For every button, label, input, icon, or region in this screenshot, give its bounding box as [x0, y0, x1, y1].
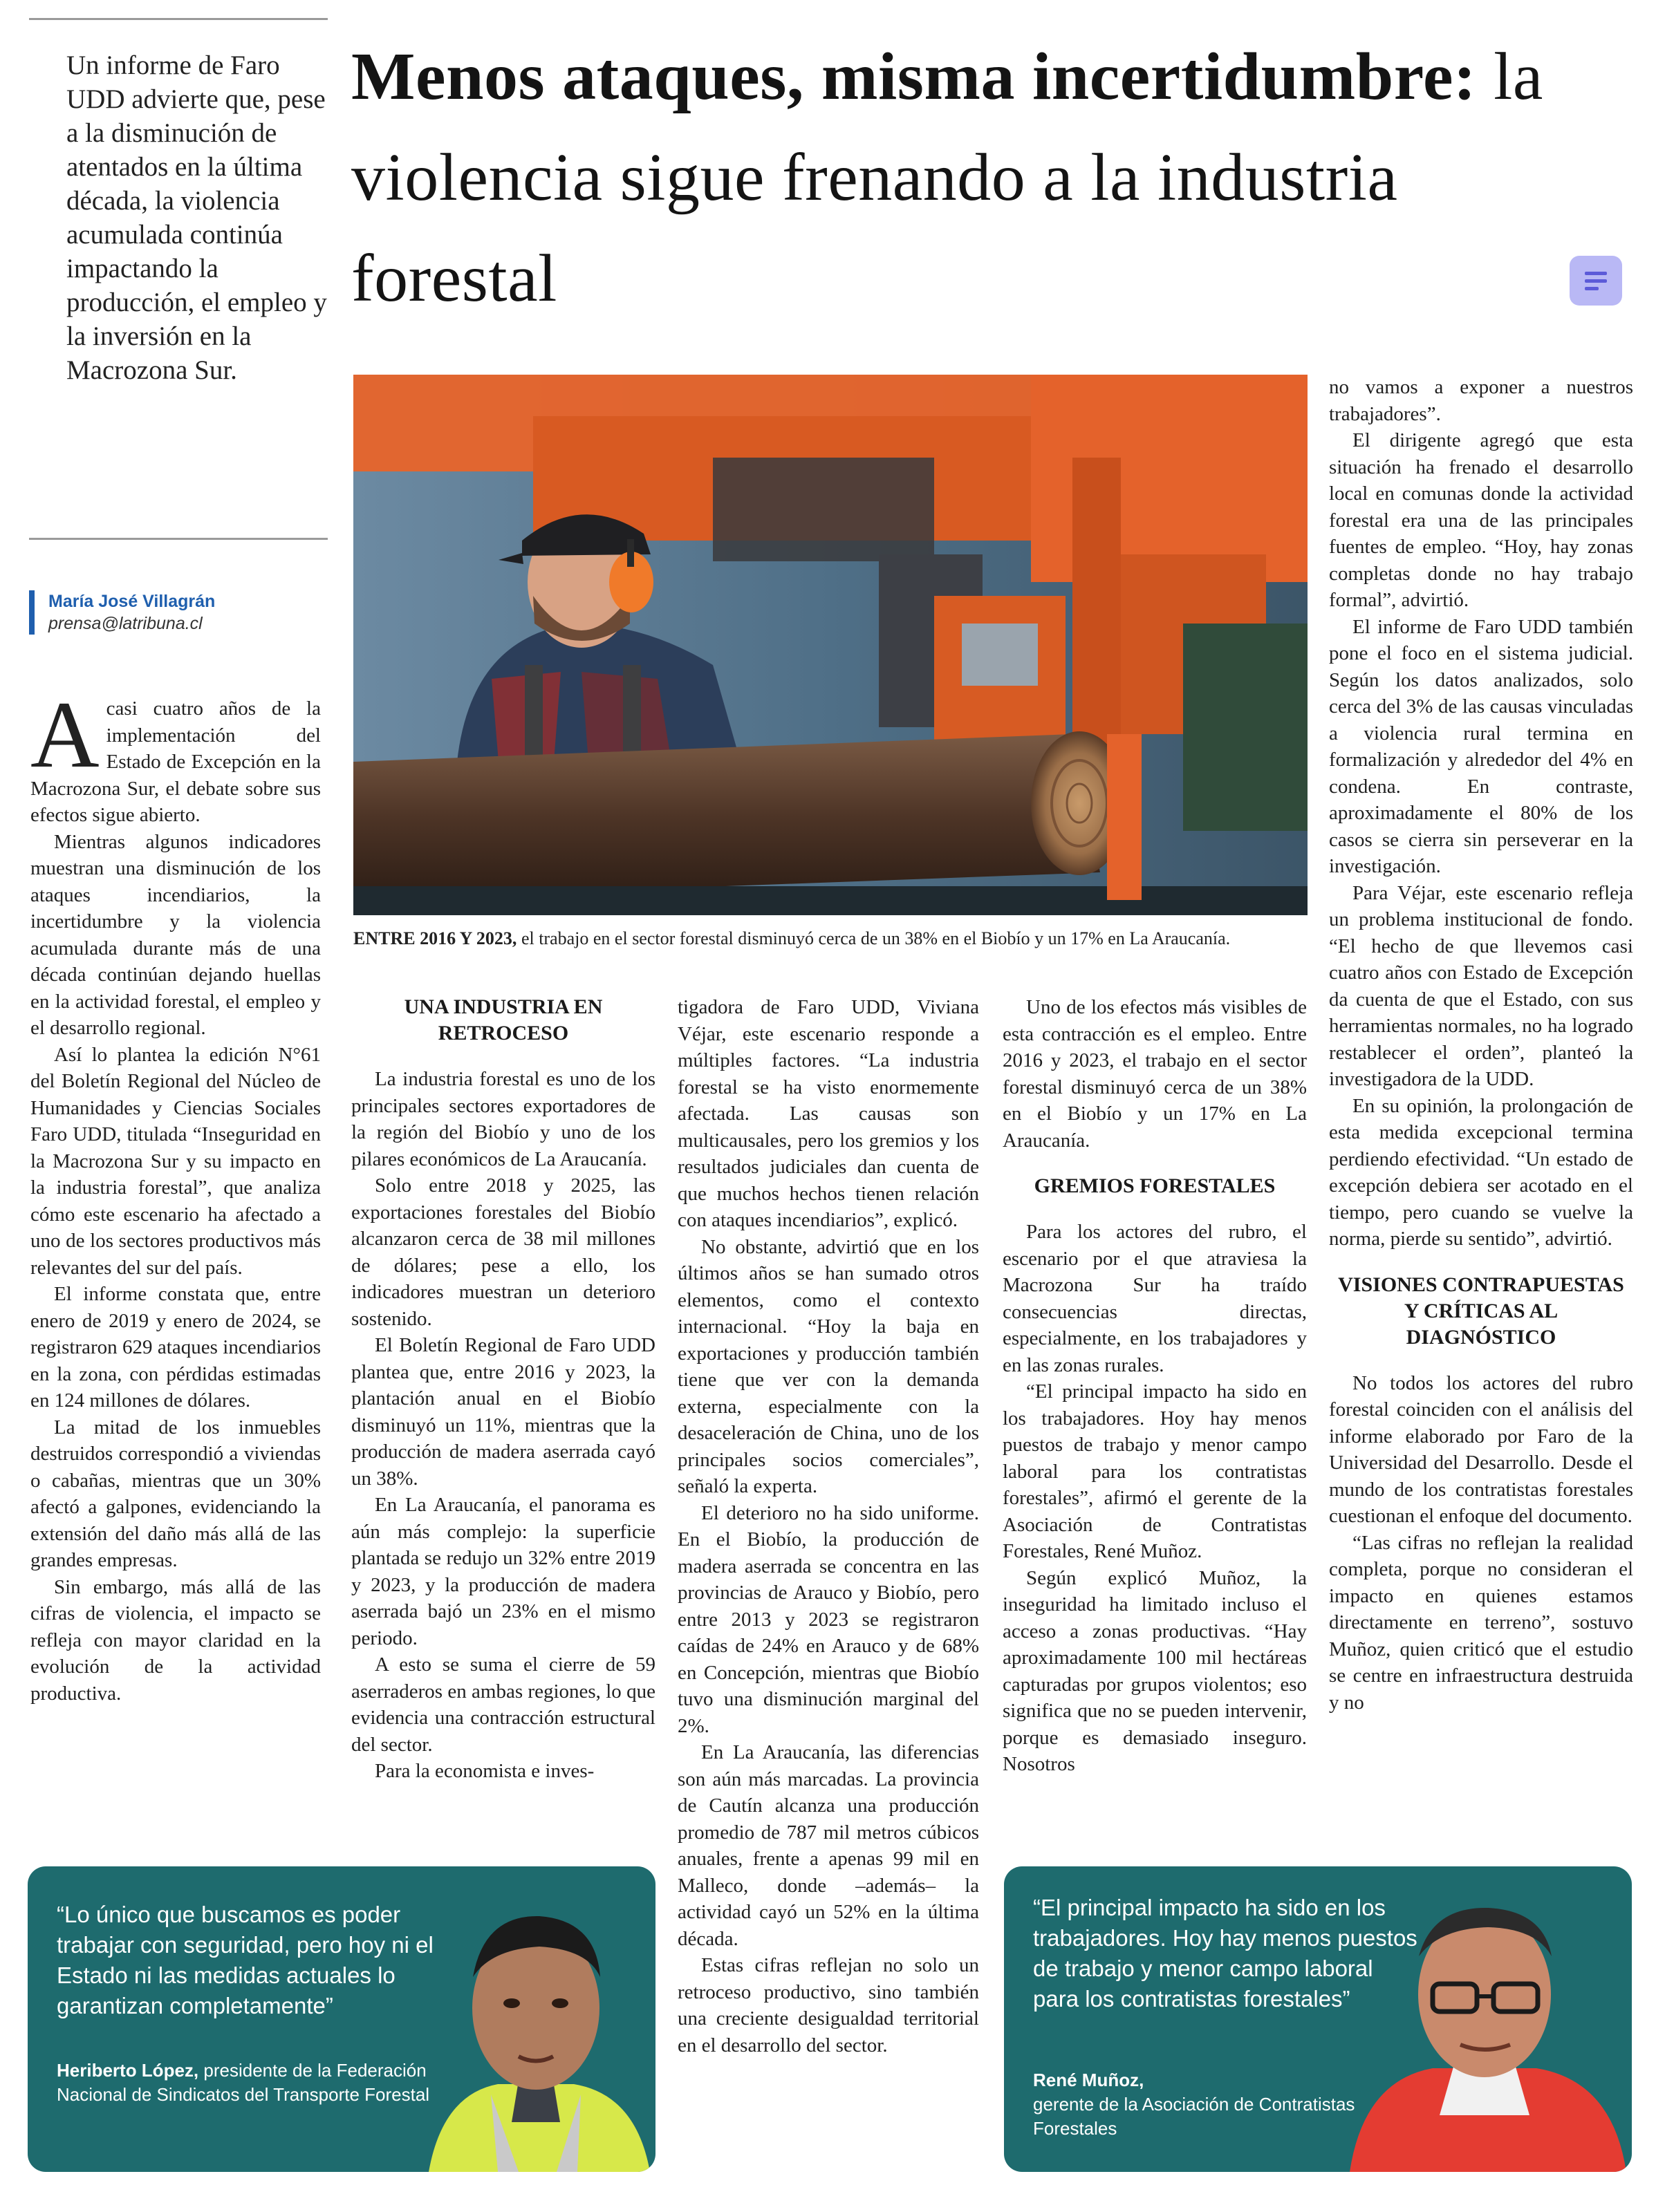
article-paragraph: Para la economista e inves-: [375, 1760, 595, 1782]
article-paragraph: La industria forestal es uno de los principales sectores exportadores de la región del Biobío y uno de los pilares económicos de La Araucanía.: [351, 1068, 655, 1170]
article-paragraph: [30, 682, 321, 829]
article-paragraph: No todos los actores del rubro forestal coinciden con el análisis del informe elaborado por Faro de la Universidad del Desarrollo. Desde el mundo de los contratistas forestales cuestionan el enfoque del documento.: [1329, 1371, 1633, 1527]
caption-text: el trabajo en el sector forestal disminuyó cerca de un 38% en el Biobío y un 17% en La Araucanía.: [521, 928, 1231, 948]
article-paragraph: Solo entre 2018 y 2025, las exportaciones forestales del Biobío alcanzaron cerca de 38 mil millones de dólares; pese a ello, los indicadores muestran un deterioro sostenido.: [351, 1174, 655, 1330]
headline-bold: Menos ataques, misma incertidumbre:: [351, 39, 1477, 114]
caption-lead: ENTRE 2016 Y 2023,: [353, 928, 517, 948]
forestry-worker-illustration: [353, 375, 1308, 915]
quote-attribution: [57, 2059, 444, 2107]
portrait-heriberto-lopez: [415, 1887, 655, 2172]
article-paragraph: Uno de los efectos más visibles de esta contracción es el empleo. Entre 2016 y 2023, el trabajo en el sector forestal disminuyó cerca de un 38% en el Biobío y un 17% en La Araucanía.: [1003, 996, 1307, 1152]
column-4: [1003, 994, 1307, 1778]
note-icon[interactable]: [1570, 256, 1622, 306]
quote-person-name: René Muñoz,: [1033, 2070, 1144, 2090]
headline-rest: la violencia sigue frenando a la industria forestal: [351, 39, 1543, 316]
photo-caption: [353, 926, 1308, 951]
article-paragraph: En La Araucanía, las diferencias son aún más marcadas. La provincia de Cautín alcanza una producción promedio de 787 mil metros cúbicos anuales, frente a apenas 99 mil en Malleco, donde –además– la actividad cayó un 52% en la última década.: [678, 1741, 979, 1950]
lead-divider: [29, 538, 328, 540]
byline: [29, 590, 215, 635]
article-paragraph: Para los actores del rubro, el escenario por el que atraviesa la Macrozona Sur ha traído consecuencias directas, especialmente, en los trabajadores y en las zonas rurales.: [1003, 1221, 1307, 1376]
article-paragraph: Según explicó Muñoz, la inseguridad ha limitado incluso el acceso a zonas productivas. “Hay aproximadamente 100 mil hectáreas capturadas por grupos violentos; eso significa que no se pueden intervenir, porque es demasiado inseguro. Nosotros: [1003, 1566, 1307, 1775]
quote-box-2: [1004, 1866, 1632, 2172]
portrait-rene-munoz: [1329, 1880, 1632, 2172]
article-paragraph: La mitad de los inmuebles destruidos correspondió a viviendas o cabañas, mientras que un 30% afectó a galpones, evidenciando la extensión del daño más allá de las grandes empresas.: [30, 1416, 321, 1571]
quote-text: “El principal impacto ha sido en los trabajadores. Hoy hay menos puestos de trabajo y menor campo laboral para los contratistas forestales”: [1033, 1895, 1417, 2012]
article-paragraph: En La Araucanía, el panorama es aún más complejo: la superficie plantada se redujo un 32% entre 2019 y 2023, y la producción de madera aserrada bajó un 23% en el mismo periodo.: [351, 1494, 655, 1649]
column-1: [30, 682, 321, 1707]
article-paragraph: El informe constata que, entre enero de 2019 y enero de 2024, se registraron 629 ataques incendiarios en la zona, con pérdidas estimadas en 124 millones de dólares.: [30, 1283, 321, 1412]
author-name: María José Villagrán: [48, 592, 216, 611]
article-paragraph: El informe de Faro UDD también pone el foco en el sistema judicial. Según los datos analizados, solo cerca del 3% de las causas vinculadas a violencia rural termina en formalización y alrededor del 4% en condena. En contraste, aproximadamente el 80% de los casos se cierra sin perseverar en la investigación.: [1329, 615, 1633, 877]
article-paragraph: A esto se suma el cierre de 59 aserraderos en ambas regiones, lo que evidencia una contracción estructural del sector.: [351, 1653, 655, 1756]
quote-box-1: [28, 1866, 655, 2172]
article-paragraph: no vamos a exponer a nuestros trabajadores”.: [1329, 376, 1633, 425]
article-paragraph: En su opinión, la prolongación de esta medida excepcional termina perdiendo efectividad. “Un estado de excepción debiera ser acotado en el tiempo, pero cuando se vuelve la norma, pierde su sentido”, advirtió.: [1329, 1094, 1633, 1250]
section-heading: GREMIOS FORESTALES: [1034, 1174, 1276, 1197]
main-photo: [353, 375, 1308, 915]
paragraph-text: casi cuatro años de la implementación del Estado de Excepción en la Macrozona Sur, el debate sobre sus efectos sigue abierto.: [30, 697, 321, 826]
top-rule: [29, 18, 328, 20]
article-paragraph: El Boletín Regional de Faro UDD plantea que, entre 2016 y 2023, la plantación anual en el Biobío disminuyó un 11%, mientras que la producción de madera aserrada cayó un 38%.: [351, 1334, 655, 1490]
lead-summary: Un informe de Faro UDD advierte que, pese a la disminución de atentados en la última década, la violencia acumulada continúa impactando la producción, el empleo y la inversión en la Macrozona Sur.: [66, 50, 327, 385]
article-paragraph: Estas cifras reflejan no solo un retroceso productivo, sino también una creciente desigualdad territorial en el desarrollo del sector.: [678, 1954, 979, 2056]
article-paragraph: Sin embargo, más allá de las cifras de violencia, el impacto se refleja con mayor claridad en la evolución de la actividad productiva.: [30, 1575, 321, 1705]
section-heading: UNA INDUSTRIA EN RETROCESO: [404, 995, 603, 1044]
author-email[interactable]: prensa@latribuna.cl: [48, 614, 203, 633]
quote-person-name: Heriberto López,: [57, 2060, 199, 2081]
drop-cap: A: [30, 682, 100, 787]
article-paragraph: Para Véjar, este escenario refleja un problema institucional de fondo. “El hecho de que llevemos casi cuatro años con Estado de Excepción da cuenta de que el Estado, con sus herramientas normales, no ha logrado restablecer el orden”, planteó la investigadora de la UDD.: [1329, 881, 1633, 1090]
column-5: [1329, 374, 1633, 1716]
quote-text: “Lo único que buscamos es poder trabajar con seguridad, pero hoy ni el Estado ni las medidas actuales lo garantizan completamente”: [57, 1902, 434, 2018]
article-paragraph: tigadora de Faro UDD, Viviana Véjar, este escenario responde a múltiples factores. “La industria forestal se ha visto enormemente afectada. Las causas son multicausales, pero los gremios y los resultados judiciales dan cuenta de que muchos hechos tienen relación con ataques incendiarios”, explicó.: [678, 996, 979, 1231]
article-paragraph: “Las cifras no reflejan la realidad completa, porque no consideran el impacto en quienes estamos directamente en terreno”, sostuvo Muñoz, quien criticó que el estudio se centre en infraestructura destruida y no: [1329, 1531, 1633, 1714]
section-heading: VISIONES CONTRAPUESTAS Y CRÍTICAS AL DIAGNÓSTICO: [1338, 1273, 1624, 1349]
headline: [351, 26, 1617, 329]
article-paragraph: Así lo plantea la edición N°61 del Boletín Regional del Núcleo de Humanidades y Ciencias Sociales Faro UDD, titulada “Inseguridad en la Macrozona Sur y su impacto en la industria forestal”, que analiza cómo este escenario ha afectado a uno de los sectores productivos más relevantes del sur del país.: [30, 1043, 321, 1279]
article-paragraph: “El principal impacto ha sido en los trabajadores. Hoy hay menos puestos de trabajo y menor campo laboral para los contratistas forestales”, afirmó el gerente de la Asociación de Contratistas Forestales, René Muñoz.: [1003, 1380, 1307, 1562]
article-paragraph: Mientras algunos indicadores muestran una disminución de los ataques incendiarios, la incertidumbre y la violencia acumulada durante más de una década continúan dejando huellas en la actividad forestal, el empleo y el desarrollo regional.: [30, 830, 321, 1039]
article-paragraph: El deterioro no ha sido uniforme. En el Biobío, la producción de madera aserrada se concentra en las provincias de Arauco y Biobío, pero entre 2013 y 2023 se registraron caídas de 24% en Arauco y de 68% en Concepción, mientras que Biobío tuvo una disminución marginal del 2%.: [678, 1501, 979, 1737]
quote-person-role: presidente de la Federación Nacional de Sindicatos del Transporte Forestal: [57, 2060, 430, 2105]
article-paragraph: El dirigente agregó que esta situación ha frenado el desarrollo local en comunas donde la actividad forestal era una de las principales fuentes de empleo. “Hoy, hay zonas completas donde no hay trabajo formal”, advirtió.: [1329, 429, 1633, 611]
article-paragraph: No obstante, advirtió que en los últimos años se han sumado otros elementos, como el contexto internacional. “Hoy la baja en exportaciones y producción también tiene que ver con la demanda externa, especialmente con la desaceleración de China, uno de los principales socios comerciales”, señaló la experta.: [678, 1235, 979, 1497]
column-2: [351, 994, 655, 1785]
quote-person-role: gerente de la Asociación de Contratistas Forestales: [1033, 2094, 1355, 2139]
column-3: [678, 994, 979, 2059]
